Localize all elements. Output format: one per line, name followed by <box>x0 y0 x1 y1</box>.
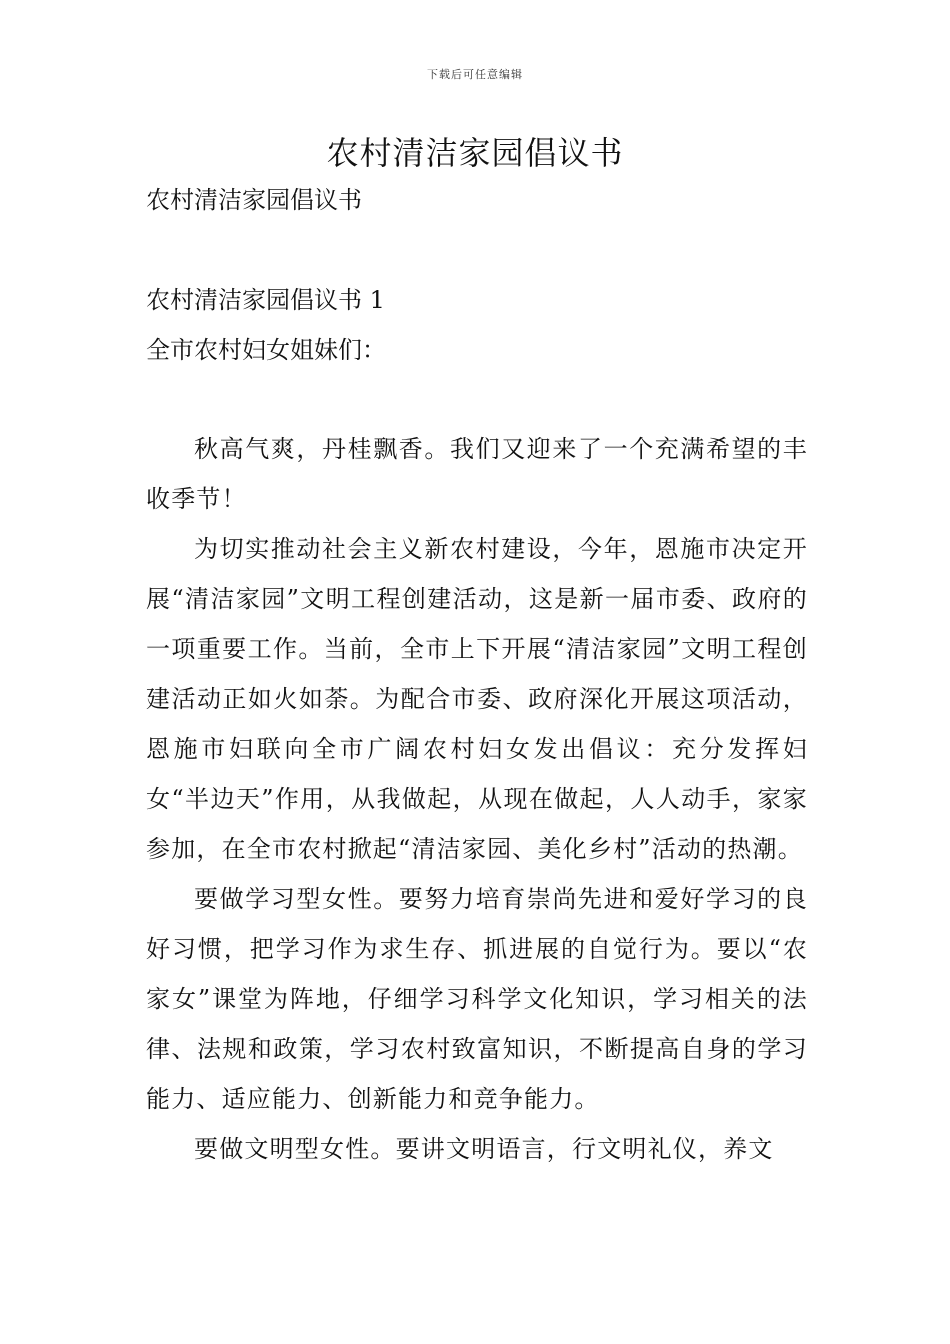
header-note: 下载后可任意编辑 <box>427 68 523 81</box>
salutation: 全市农村妇女姐妹们： <box>146 336 386 364</box>
paragraph: 为切实推动社会主义新农村建设，今年，恩施市决定开展“清洁家园”文明工程创建活动，这是新一届市委、政府的一项重要工作。当前，全市上下开展“清洁家园”文明工程创建活动正如火如荼。为配合市委、政府深化开展这项活动，恩施市妇联向全市广阔农村妇女发出倡议：充分发挥妇女“半边天”作用，从我做起，从现在做起，人人动手，家家参加，在全市农村掀起“清洁家园、美化乡村”活动的热潮。 <box>146 535 808 863</box>
document-subtitle: 农村清洁家园倡议书 <box>146 186 362 214</box>
paragraph: 要做文明型女性。要讲文明语言，行文明礼仪，养文 <box>194 1135 774 1163</box>
document-title: 农村清洁家园倡议书 <box>326 134 624 172</box>
paragraph: 要做学习型女性。要努力培育崇尚先进和爱好学习的良好习惯，把学习作为求生存、抓进展的自觉行为。要以“农家女”课堂为阵地，仔细学习科学文化知识，学习相关的法律、法规和政策，学习农村致富知识，不断提高自身的学习能力、适应能力、创新能力和竞争能力。 <box>146 885 808 1113</box>
paragraph: 秋高气爽，丹桂飘香。我们又迎来了一个充满希望的丰收季节！ <box>146 435 808 513</box>
section-heading: 农村清洁家园倡议书 1 <box>146 286 385 314</box>
document-body <box>146 424 808 1174</box>
